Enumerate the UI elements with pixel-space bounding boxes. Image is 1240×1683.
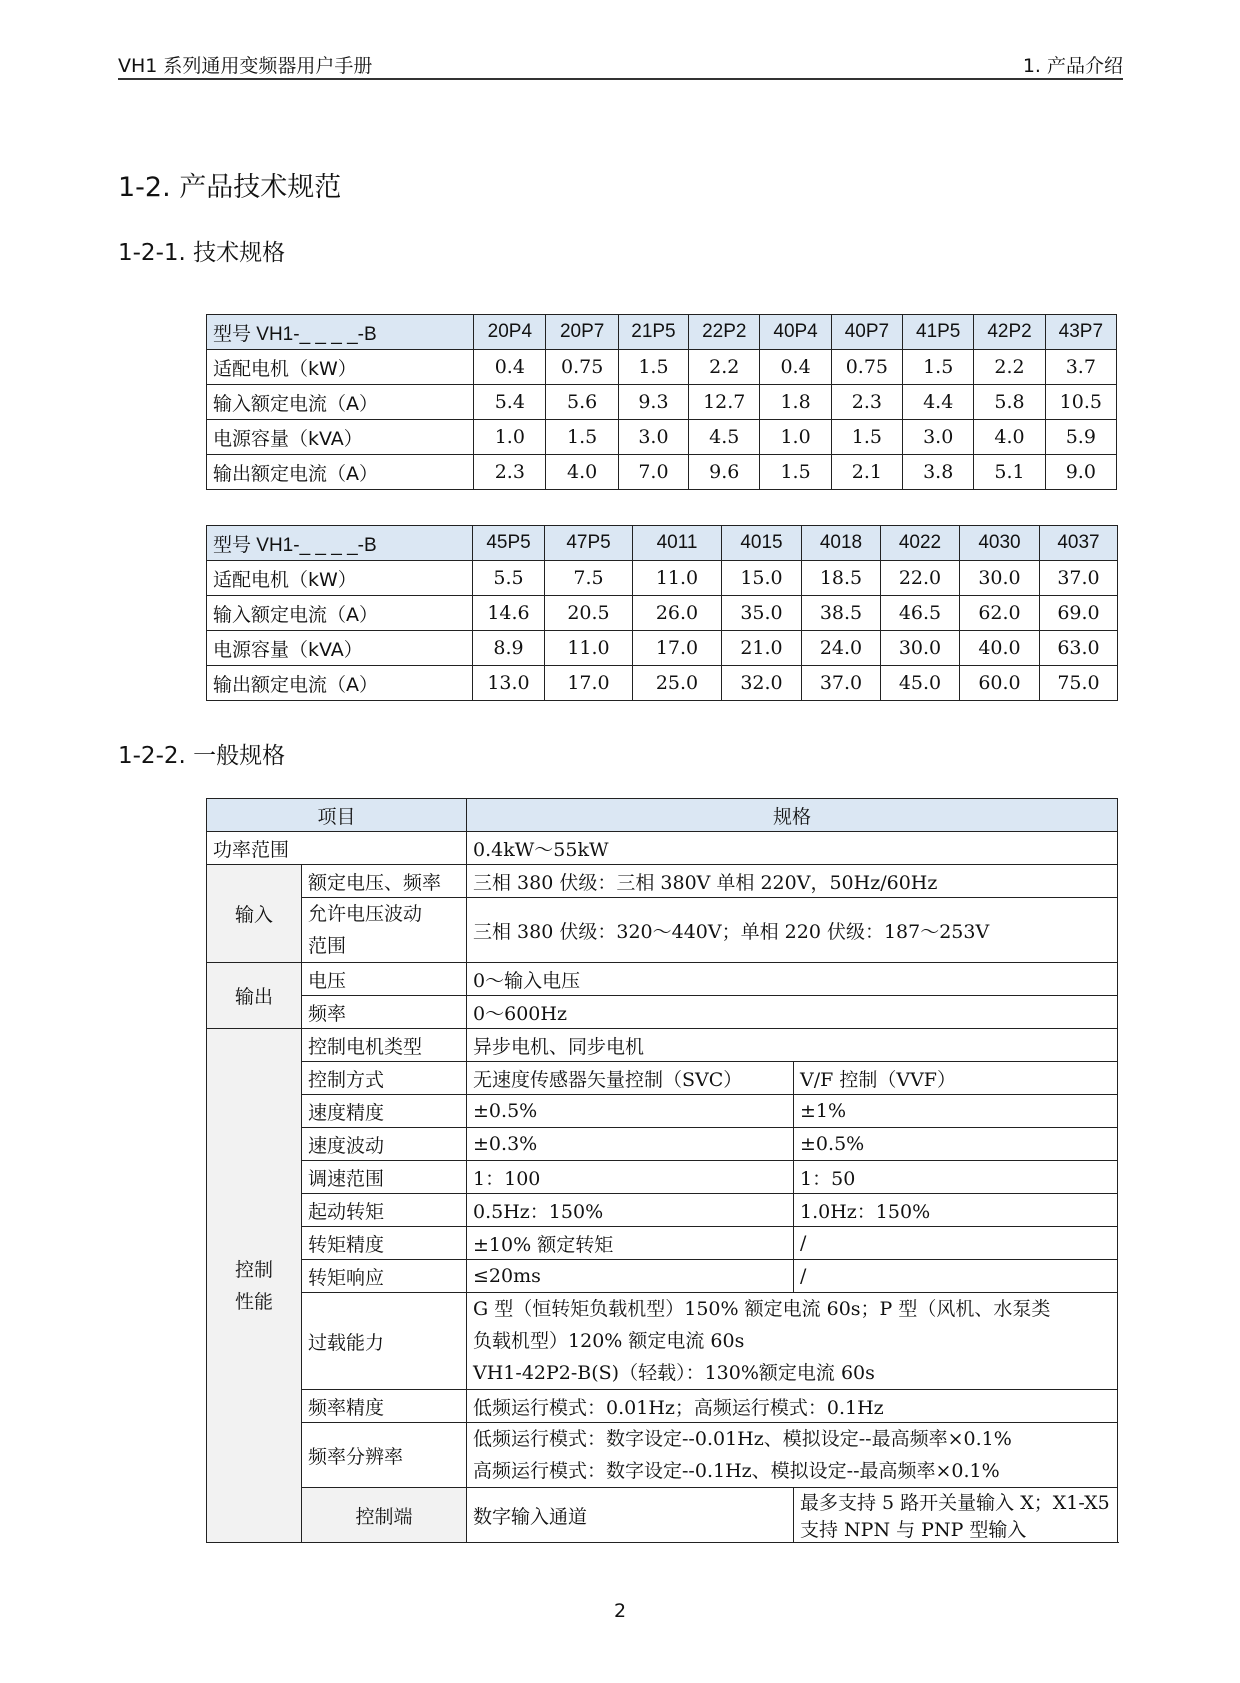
control-row-label: 速度精度 [302,1095,467,1128]
table-row [207,832,1118,865]
value-cell: 3.8 [903,455,974,490]
value-cell: 0.4 [760,350,831,385]
model-cell: 4022 [881,526,960,561]
value-cell: 13.0 [473,666,545,701]
model-cell: 4037 [1040,526,1118,561]
row-label: 输入额定电流（A） [207,596,473,631]
control-method-svc: 无速度传感器矢量控制（SVC） [467,1062,794,1095]
value-cell: 12.7 [689,385,760,420]
value-cell: 1.5 [760,455,831,490]
table-row [207,420,1117,455]
value-cell: 1.0 [474,420,546,455]
motor-type-label: 控制电机类型 [302,1029,467,1062]
table-row [207,865,1118,898]
frequency-resolution-line: 低频运行模式：数字设定--0.01Hz、模拟设定--最高频率×0.1% [473,1428,1012,1450]
value-cell: 21.0 [722,631,802,666]
value-cell: 1.5 [546,420,618,455]
value-cell: 3.0 [618,420,688,455]
control-row-label: 速度波动 [302,1128,467,1161]
table-row [207,1390,1118,1423]
model-cell: 4018 [802,526,881,561]
value-cell: 5.5 [473,561,545,596]
value-cell: 5.8 [974,385,1045,420]
overload-line: 负载机型）120% 额定电流 60s [473,1330,745,1352]
value-cell: 9.0 [1045,455,1116,490]
model-cell: 4015 [722,526,802,561]
value-cell: 2.1 [831,455,902,490]
row-label: 电源容量（kVA） [207,631,473,666]
column-header-item: 项目 [207,799,467,832]
value-cell: 5.4 [474,385,546,420]
frequency-resolution-value [467,1423,1118,1488]
page-number: 2 [613,1600,627,1622]
value-cell: 7.0 [618,455,688,490]
table-row [207,1161,1118,1194]
terminal-group-label: 控制端 [302,1488,467,1543]
value-cell: 5.1 [974,455,1045,490]
control-row-vvf: 1：50 [794,1161,1118,1194]
output-voltage-value: 0～输入电压 [467,963,1118,996]
model-cell: 41P5 [903,315,974,350]
value-cell: 30.0 [881,631,960,666]
input-group-label: 输入 [207,865,302,963]
value-cell: 25.0 [633,666,722,701]
output-voltage-label: 电压 [302,963,467,996]
table-row [207,350,1117,385]
spec-table-1-header-row [207,315,1117,350]
digital-input-value: 最多支持 5 路开关量输入 X；X1-X5 支持 NPN 与 PNP 型输入 [794,1488,1118,1543]
column-header-spec: 规格 [467,799,1118,832]
control-row-vvf: / [794,1260,1118,1293]
control-row-svc: ≤20ms [467,1260,794,1293]
control-row-svc: 1：100 [467,1161,794,1194]
motor-type-value: 异步电机、同步电机 [467,1029,1118,1062]
value-cell: 26.0 [633,596,722,631]
control-group-label [207,1029,302,1543]
table-row [207,1062,1118,1095]
value-cell: 22.0 [881,561,960,596]
model-cell: 42P2 [974,315,1045,350]
table-row [207,996,1118,1029]
model-cell: 21P5 [618,315,688,350]
table-row [207,666,1118,701]
value-cell: 24.0 [802,631,881,666]
control-group-label-line1: 控制 [234,1258,273,1281]
control-group-label-line2: 性能 [234,1290,273,1313]
subsection-title-tech-spec: 1-2-1. 技术规格 [118,240,286,266]
value-cell: 1.5 [618,350,688,385]
row-label: 电源容量（kVA） [207,420,474,455]
value-cell: 7.5 [545,561,633,596]
control-row-vvf: ±0.5% [794,1128,1118,1161]
frequency-resolution-line: 高频运行模式：数字设定--0.1Hz、模拟设定--最高频率×0.1% [473,1460,1000,1482]
value-cell: 75.0 [1040,666,1118,701]
value-cell: 2.2 [974,350,1045,385]
value-cell: 2.2 [689,350,760,385]
value-cell: 9.6 [689,455,760,490]
control-row-label: 转矩精度 [302,1227,467,1260]
spec-table-1 [206,314,1117,490]
model-cell: 4011 [633,526,722,561]
table-row [207,1029,1118,1062]
model-cell: 47P5 [545,526,633,561]
voltage-fluctuation-label-line1: 允许电压波动 [308,903,423,925]
value-cell: 5.6 [546,385,618,420]
value-cell: 3.0 [903,420,974,455]
value-cell: 8.9 [473,631,545,666]
value-cell: 4.4 [903,385,974,420]
overload-label: 过载能力 [302,1293,467,1390]
value-cell: 2.3 [474,455,546,490]
model-cell: 4030 [960,526,1040,561]
table-row [207,1194,1118,1227]
value-cell: 1.5 [903,350,974,385]
value-cell: 4.0 [546,455,618,490]
value-cell: 14.6 [473,596,545,631]
value-cell: 4.0 [974,420,1045,455]
value-cell: 3.7 [1045,350,1116,385]
value-cell: 1.5 [831,420,902,455]
spec-table-2-header-row [207,526,1118,561]
subsection-title-general-spec: 1-2-2. 一般规格 [118,743,286,769]
table-row [207,385,1117,420]
value-cell: 10.5 [1045,385,1116,420]
digital-input-label: 数字输入通道 [467,1488,794,1543]
value-cell: 2.3 [831,385,902,420]
value-cell: 5.9 [1045,420,1116,455]
header-chapter-title: 1. 产品介绍 [1022,55,1123,77]
control-method-vvf: V/F 控制（VVF） [794,1062,1118,1095]
control-row-svc: ±0.3% [467,1128,794,1161]
rated-voltage-label: 额定电压、频率 [302,865,467,898]
control-row-svc: 0.5Hz：150% [467,1194,794,1227]
control-row-label: 调速范围 [302,1161,467,1194]
page-header [118,48,1123,80]
rated-voltage-value: 三相 380 伏级：三相 380V 单相 220V，50Hz/60Hz [467,865,1118,898]
frequency-accuracy-label: 频率精度 [302,1390,467,1423]
value-cell: 0.4 [474,350,546,385]
header-manual-title: VH1 系列通用变频器用户手册 [118,55,373,77]
model-cell: 20P4 [474,315,546,350]
section-title: 1-2. 产品技术规范 [118,172,342,203]
table-row [207,1293,1118,1390]
overload-value [467,1293,1118,1390]
value-cell: 9.3 [618,385,688,420]
spec-table-2 [206,525,1118,701]
value-cell: 11.0 [545,631,633,666]
model-header: 型号 VH1-_ _ _ _-B [207,315,474,350]
power-range-label: 功率范围 [207,832,467,865]
control-row-svc: ±10% 额定转矩 [467,1227,794,1260]
frequency-resolution-label: 频率分辨率 [302,1423,467,1488]
value-cell: 38.5 [802,596,881,631]
general-header-row [207,799,1118,832]
control-method-label: 控制方式 [302,1062,467,1095]
value-cell: 20.5 [545,596,633,631]
value-cell: 17.0 [545,666,633,701]
value-cell: 1.8 [760,385,831,420]
output-group-label: 输出 [207,963,302,1029]
value-cell: 0.75 [546,350,618,385]
control-row-svc: ±0.5% [467,1095,794,1128]
value-cell: 4.5 [689,420,760,455]
row-label: 适配电机（kW） [207,350,474,385]
model-cell: 22P2 [689,315,760,350]
general-spec-table [206,798,1118,1543]
row-label: 输出额定电流（A） [207,666,473,701]
table-row [207,1128,1118,1161]
value-cell: 1.0 [760,420,831,455]
table-row [207,898,1118,963]
voltage-fluctuation-label [302,898,467,963]
model-cell: 45P5 [473,526,545,561]
value-cell: 32.0 [722,666,802,701]
output-frequency-value: 0～600Hz [467,996,1118,1029]
model-cell: 20P7 [546,315,618,350]
row-label: 适配电机（kW） [207,561,473,596]
value-cell: 15.0 [722,561,802,596]
table-row [207,631,1118,666]
value-cell: 37.0 [802,666,881,701]
overload-line: G 型（恒转矩负载机型）150% 额定电流 60s；P 型（风机、水泵类 [473,1298,1051,1320]
table-row [207,596,1118,631]
control-row-label: 转矩响应 [302,1260,467,1293]
control-row-label: 起动转矩 [302,1194,467,1227]
control-row-vvf: ±1% [794,1095,1118,1128]
table-row [207,1260,1118,1293]
table-row [207,1488,1118,1543]
table-row [207,561,1118,596]
control-row-vvf: 1.0Hz：150% [794,1194,1118,1227]
value-cell: 46.5 [881,596,960,631]
table-row [207,1095,1118,1128]
row-label: 输入额定电流（A） [207,385,474,420]
model-cell: 40P4 [760,315,831,350]
value-cell: 11.0 [633,561,722,596]
value-cell: 60.0 [960,666,1040,701]
value-cell: 35.0 [722,596,802,631]
table-row [207,455,1117,490]
value-cell: 18.5 [802,561,881,596]
power-range-value: 0.4kW～55kW [467,832,1118,865]
table-row [207,1227,1118,1260]
voltage-fluctuation-label-line2: 范围 [308,935,347,957]
value-cell: 40.0 [960,631,1040,666]
table-row [207,1423,1118,1488]
value-cell: 0.75 [831,350,902,385]
value-cell: 30.0 [960,561,1040,596]
value-cell: 69.0 [1040,596,1118,631]
model-cell: 40P7 [831,315,902,350]
value-cell: 17.0 [633,631,722,666]
row-label: 输出额定电流（A） [207,455,474,490]
value-cell: 45.0 [881,666,960,701]
model-cell: 43P7 [1045,315,1116,350]
value-cell: 62.0 [960,596,1040,631]
frequency-accuracy-value: 低频运行模式：0.01Hz；高频运行模式：0.1Hz [467,1390,1118,1423]
value-cell: 37.0 [1040,561,1118,596]
voltage-fluctuation-value: 三相 380 伏级：320～440V；单相 220 伏级：187～253V [467,898,1118,963]
overload-line: VH1-42P2-B(S)（轻载）：130%额定电流 60s [473,1362,875,1384]
output-frequency-label: 频率 [302,996,467,1029]
value-cell: 63.0 [1040,631,1118,666]
model-header: 型号 VH1-_ _ _ _-B [207,526,473,561]
table-row [207,963,1118,996]
control-row-vvf: / [794,1227,1118,1260]
